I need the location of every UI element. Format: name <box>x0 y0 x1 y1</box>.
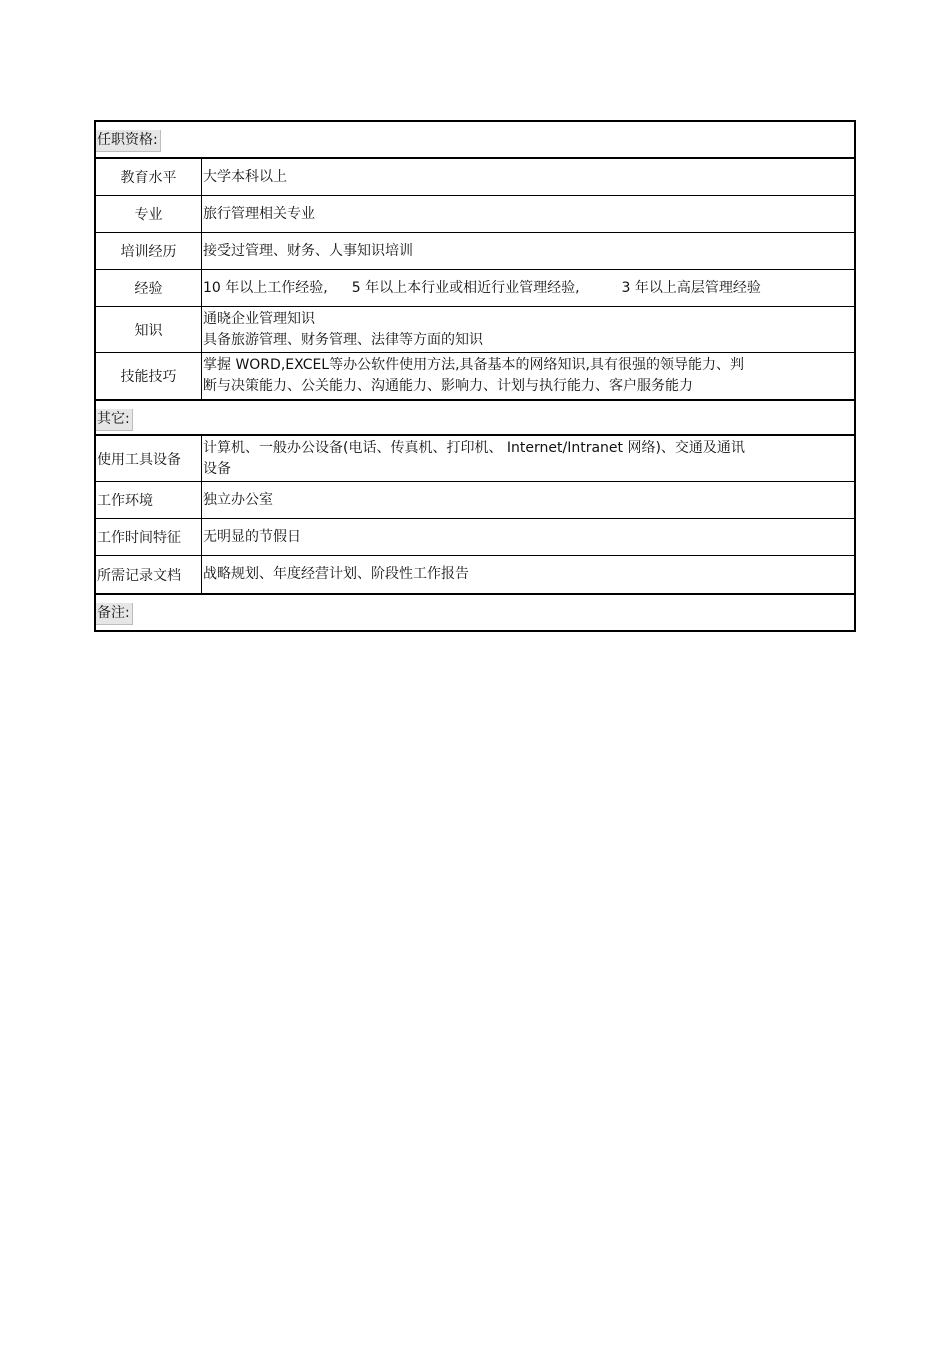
label-skills: 技能技巧 <box>96 353 202 399</box>
value-education <box>202 159 854 195</box>
table-row-experience <box>96 270 854 307</box>
value-tools <box>202 436 854 481</box>
label-environment: 工作环境 <box>96 482 202 518</box>
value-environment-line-1: 独立办公室 <box>203 491 273 508</box>
value-skills-line-2: 断与决策能力、公关能力、沟通能力、影响力、计划与执行能力、客户服务能力 <box>203 378 693 394</box>
table-row-skills <box>96 353 854 399</box>
value-tools-line-2: 设备 <box>203 460 231 477</box>
section-remarks <box>96 593 854 630</box>
value-work-hours-line-1: 无明显的节假日 <box>203 528 301 545</box>
value-knowledge <box>202 307 854 352</box>
section-title-remarks: 备注: <box>96 603 133 625</box>
experience-part-3: 3 年以上高层管理经验 <box>621 279 761 296</box>
label-experience: 经验 <box>96 270 202 306</box>
value-experience-line-1 <box>203 278 854 299</box>
value-environment <box>202 482 854 518</box>
value-training <box>202 233 854 269</box>
label-training: 培训经历 <box>96 233 202 269</box>
label-knowledge: 知识 <box>96 307 202 352</box>
table-row-training <box>96 233 854 270</box>
value-work-hours <box>202 519 854 555</box>
section-title-other: 其它: <box>96 409 133 431</box>
value-major <box>202 196 854 232</box>
value-skills-line-1: 掌握 WORD,EXCEL等办公软件使用方法,具备基本的网络知识,具有很强的领导能力、判 <box>203 357 745 373</box>
section-other <box>96 399 854 436</box>
value-knowledge-line-1: 通晓企业管理知识 <box>203 310 315 327</box>
value-documents-line-1: 战略规划、年度经营计划、阶段性工作报告 <box>203 566 469 582</box>
value-knowledge-line-2: 具备旅游管理、财务管理、法律等方面的知识 <box>203 331 483 348</box>
table-row-documents <box>96 556 854 593</box>
value-major-line-1: 旅行管理相关专业 <box>203 205 315 222</box>
table-row-work-hours <box>96 519 854 556</box>
value-documents <box>202 556 854 593</box>
job-requirements-table <box>94 120 856 632</box>
table-row-knowledge <box>96 307 854 353</box>
value-training-line-1: 接受过管理、财务、人事知识培训 <box>203 242 413 259</box>
section-title-qualifications: 任职资格: <box>96 130 161 152</box>
experience-part-1: 10 年以上工作经验, <box>203 279 328 296</box>
experience-part-2: 5 年以上本行业或相近行业管理经验, <box>351 279 580 296</box>
value-education-line-1: 大学本科以上 <box>203 168 287 185</box>
table-row-education <box>96 159 854 196</box>
label-major: 专业 <box>96 196 202 232</box>
value-tools-line-1: 计算机、一般办公设备(电话、传真机、打印机、 Internet/Intranet 网络)、交通及通讯 <box>203 439 745 456</box>
section-qualifications <box>96 122 854 159</box>
label-education: 教育水平 <box>96 159 202 195</box>
table-row-environment <box>96 482 854 519</box>
value-skills <box>202 353 854 399</box>
value-experience <box>202 270 854 306</box>
label-documents: 所需记录文档 <box>96 556 202 593</box>
label-tools: 使用工具设备 <box>96 436 202 481</box>
table-row-tools <box>96 436 854 482</box>
label-work-hours: 工作时间特征 <box>96 519 202 555</box>
table-row-major <box>96 196 854 233</box>
